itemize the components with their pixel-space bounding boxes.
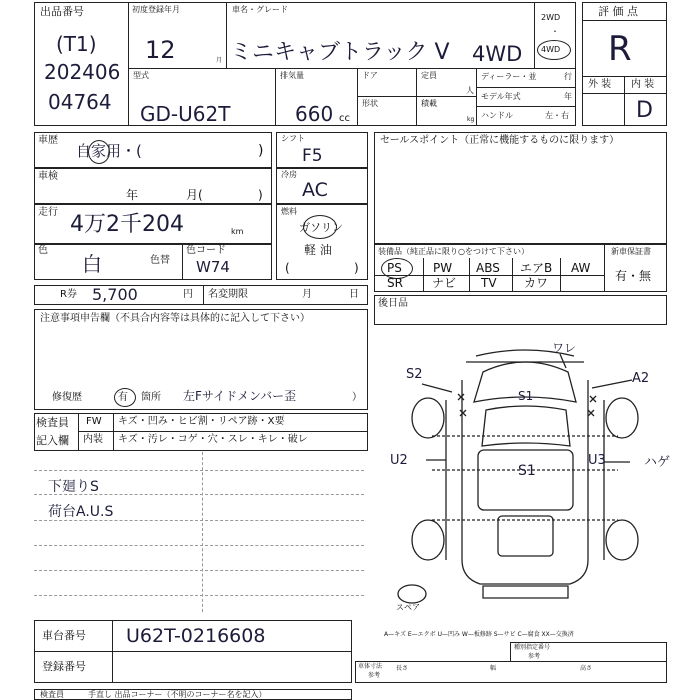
fuel-gas: ガソリン: [299, 221, 343, 234]
chassis-value: U62T-0216608: [126, 625, 266, 647]
inspector-fw: FW: [86, 416, 102, 427]
inspector-label1: 検査員: [36, 416, 69, 429]
model-year-unit: 年: [564, 92, 572, 101]
color-code-label: 色コード: [186, 245, 226, 256]
drive-opt-2wd: 2WD: [541, 13, 561, 22]
recycle-label: R券: [60, 289, 77, 300]
first-reg-year: 12: [145, 36, 176, 64]
warranty-label: 新車保証書: [611, 247, 651, 256]
int-label: 内 装: [631, 79, 655, 90]
name-change-month: 月: [302, 289, 312, 300]
load-unit: kg: [467, 116, 475, 123]
mark-front-left: S2: [406, 367, 423, 382]
door-label: ドア: [362, 71, 378, 80]
equip-airbag: エアB: [520, 261, 553, 275]
mark-bed: S1: [518, 463, 536, 479]
fuel-open: (: [285, 261, 290, 275]
equip-pw: PW: [433, 261, 453, 275]
spec-no-sub: 参考: [528, 653, 541, 660]
mark-top: ワレ: [552, 341, 577, 355]
grade-overall: R: [608, 29, 632, 69]
recycle-unit: 円: [183, 289, 193, 300]
equip-sr: SR: [387, 276, 403, 290]
inspector-row2: キズ・汚レ・コゲ・穴・スレ・キレ・破レ: [118, 434, 308, 445]
first-reg-label: 初度登録年月: [132, 5, 180, 14]
shift-label: シフト: [281, 134, 305, 143]
history-close: ): [258, 143, 264, 159]
fuel-close: ): [354, 261, 359, 275]
body-size-label: 車体寸法: [358, 663, 383, 670]
int-value: D: [636, 98, 653, 123]
mark-right-h: ハゲ: [644, 455, 671, 470]
warranty-value: 有・無: [615, 269, 652, 283]
aircon-label: 冷房: [281, 170, 297, 179]
repair-label: 修復歴: [52, 392, 82, 403]
body-size-wid: 幅: [490, 665, 497, 672]
first-reg-month-unit: 月: [216, 57, 223, 64]
damage-legend: A—キズ E—エクボ U—凹み W—板修跡 S—サビ C—腐食 XX—交換済: [384, 631, 574, 638]
lot-line1: (T1): [56, 32, 97, 56]
sales-point-label: セールスポイント（正常に機能するものに限ります）: [380, 135, 620, 146]
history-label: 車歴: [38, 135, 58, 146]
history-value: 自家用・(: [76, 142, 142, 160]
repair-value: 有: [118, 392, 128, 403]
lot-label: 出品番号: [40, 5, 84, 18]
repair-part-value: 左Fサイドメンバー歪: [183, 389, 297, 403]
equip-navi: ナビ: [432, 276, 457, 290]
equip-abs: ABS: [476, 261, 500, 275]
mileage-unit: km: [231, 227, 244, 236]
model-value: GD-U62T: [140, 102, 231, 126]
dealer-right: 行: [564, 72, 572, 81]
mark-front-right: A2: [632, 371, 650, 386]
inspector-note-1: 下廻りS: [48, 479, 99, 495]
registration-label: 登録番号: [42, 660, 86, 673]
mark-spare: スペア: [396, 603, 420, 612]
notes-label: 注意事項申告欄（不具合内容等は具体的に記入して下さい）: [40, 313, 310, 324]
equip-leather: カワ: [524, 276, 549, 290]
inspector-note-2: 荷台A.U.S: [48, 504, 114, 520]
mark-right-u: U3: [588, 453, 606, 468]
color-value: 白: [82, 252, 102, 276]
drive-opt-dot: ・: [551, 27, 559, 36]
model-label: 型式: [133, 71, 149, 80]
displacement-value: 660: [295, 102, 334, 126]
inspector-in-label: 内装: [83, 434, 103, 445]
body-size-sub: 参考: [368, 672, 381, 679]
dealer-label: ディーラー・並: [481, 72, 537, 81]
car-name-label: 車名・グレード: [232, 5, 288, 14]
bottom-label: 検査員: [40, 690, 64, 699]
fuel-diesel: 軽 油: [304, 243, 332, 257]
name-change-label: 名変期限: [208, 289, 248, 300]
color-change-label: 色替: [150, 255, 170, 266]
shift-value: F5: [302, 146, 323, 166]
spec-no-label: 種別指定番号: [514, 644, 551, 651]
later-install-label: 後日品: [378, 298, 408, 309]
handle-label: ハンドル: [481, 111, 513, 120]
lot-line3: 04764: [48, 90, 112, 114]
load-label: 積載: [421, 99, 437, 108]
mark-left: U2: [390, 453, 408, 468]
ext-label: 外 装: [588, 79, 612, 90]
inspection-close: ): [258, 188, 263, 202]
drive-opt-4wd: 4WD: [541, 45, 561, 54]
model-year-label: モデル年式: [481, 92, 521, 101]
mileage-value: 4万2千204: [70, 212, 184, 237]
color-label: 色: [38, 245, 48, 256]
inspector-row1: キズ・凹み・ヒビ割・リペア跡・X要: [118, 416, 285, 427]
inspection-year: 年: [126, 188, 139, 202]
capacity-label: 定員: [421, 71, 437, 80]
repair-part-label: 箇所: [141, 392, 161, 403]
mileage-label: 走行: [38, 207, 58, 218]
inspection-label: 車検: [38, 171, 58, 182]
equip-ps: PS: [387, 261, 402, 275]
repair-close: ）: [352, 392, 362, 403]
handle-opts: 左・右: [545, 111, 569, 120]
lot-line2: 202406: [44, 60, 121, 84]
car-name-value: ミニキャブトラック V: [230, 40, 450, 65]
car-name-drive: 4WD: [472, 42, 523, 66]
body-size-len: 長さ: [396, 665, 409, 672]
capacity-unit: 人: [466, 86, 474, 95]
inspection-month: 月(: [186, 188, 203, 202]
grade-label: 評 価 点: [598, 5, 638, 18]
name-change-day: 日: [349, 289, 359, 300]
equipment-label: 装備品（純正品に限り○をつけて下さい）: [378, 247, 529, 256]
equip-tv: TV: [481, 276, 497, 290]
chassis-label: 車台番号: [42, 629, 86, 642]
equip-aw: AW: [571, 261, 591, 275]
color-code-value: W74: [196, 258, 230, 276]
recycle-value: 5,700: [92, 285, 138, 304]
inspector-label2: 記入欄: [36, 434, 69, 447]
displacement-unit: cc: [339, 113, 350, 124]
fuel-label: 燃料: [281, 207, 297, 216]
mark-hood: S1: [518, 389, 534, 403]
displacement-label: 排気量: [280, 71, 304, 80]
aircon-value: AC: [302, 179, 328, 201]
shape-label: 形状: [362, 99, 378, 108]
body-size-hei: 高さ: [580, 665, 593, 672]
bottom-value: 手直し 出品コーナー（不明のコーナー名を記入）: [88, 690, 267, 699]
